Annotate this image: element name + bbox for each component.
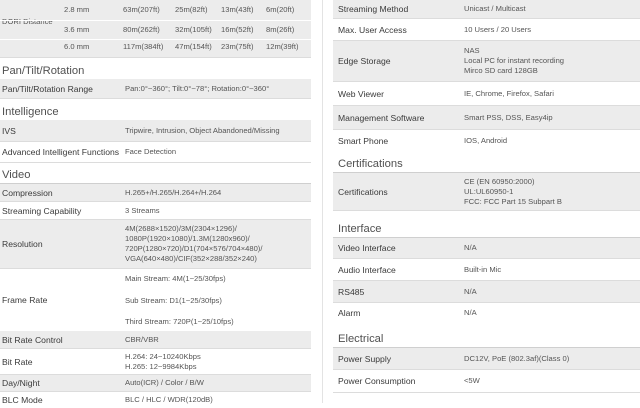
spec-label: Resolution bbox=[2, 239, 43, 249]
spec-label: Power Consumption bbox=[338, 376, 416, 386]
spec-label: Bit Rate bbox=[2, 356, 33, 367]
spec-value: N/A bbox=[464, 308, 477, 317]
frame-rate-third: Third Stream: 720P(1~25/10fps) bbox=[125, 317, 234, 326]
bit-rate-line: H.264: 24~10240Kbps bbox=[125, 351, 201, 361]
dori-distance-table bbox=[0, 0, 311, 58]
spec-value: Unicast / Multicast bbox=[464, 4, 526, 13]
resolution-values bbox=[125, 224, 262, 264]
spec-label: Smart Phone bbox=[338, 136, 389, 146]
spec-row-web-viewer bbox=[333, 82, 640, 106]
observe-cell: 25m(82ft) bbox=[175, 5, 208, 14]
section-title-video: Video bbox=[0, 163, 311, 184]
spec-value: BLC / HLC / WDR(120dB) bbox=[125, 395, 213, 404]
spec-label: IVS bbox=[2, 125, 16, 136]
spec-row-certifications bbox=[333, 173, 640, 211]
bit-rate-values bbox=[125, 352, 201, 372]
spec-row-bit-rate-control bbox=[0, 331, 311, 349]
spec-value: N/A bbox=[464, 286, 477, 296]
edge-storage-line: Local PC for instant recording bbox=[464, 56, 565, 65]
lens-cell: 3.6 mm bbox=[64, 25, 90, 34]
spec-row-max-user-access bbox=[333, 19, 640, 41]
spec-value: Built-in Mic bbox=[464, 264, 502, 274]
section-title-certifications: Certifications bbox=[333, 152, 640, 173]
recognize-cell: 13m(43ft) bbox=[221, 5, 254, 14]
spec-row-power-supply bbox=[333, 348, 640, 370]
column-divider bbox=[322, 0, 323, 403]
spec-row-streaming-method bbox=[333, 0, 640, 19]
spec-label: Max. User Access bbox=[338, 24, 407, 35]
spec-row-resolution bbox=[0, 220, 311, 269]
spec-value: 10 Users / 20 Users bbox=[464, 24, 532, 34]
certification-line: UL:UL60950-1 bbox=[464, 186, 514, 196]
spec-row-streaming-capability bbox=[0, 202, 311, 220]
spec-label: Day/Night bbox=[2, 378, 40, 388]
bit-rate-line: H.265: 12~9984Kbps bbox=[125, 361, 197, 371]
spec-label: Management Software bbox=[338, 112, 425, 123]
dori-row bbox=[0, 1, 311, 19]
observe-cell: 32m(105ft) bbox=[175, 25, 212, 34]
spec-label: Edge Storage bbox=[338, 56, 391, 66]
spec-label: Video Interface bbox=[338, 243, 396, 253]
spec-label: BLC Mode bbox=[2, 395, 43, 405]
resolution-line: VGA(640×480)/CIF(352×288/352×240) bbox=[125, 254, 257, 263]
spec-row-advanced-intelligent bbox=[0, 142, 311, 163]
spec-value: N/A bbox=[464, 243, 477, 252]
spec-row-bit-rate bbox=[0, 349, 311, 375]
spec-label: Frame Rate bbox=[2, 295, 48, 305]
frame-rate-main: Main Stream: 4M(1~25/30fps) bbox=[125, 274, 226, 283]
section-title-ptz: Pan/Tilt/Rotation bbox=[2, 65, 85, 77]
spec-label: Web Viewer bbox=[338, 88, 385, 99]
spec-row-power-consumption bbox=[333, 370, 640, 393]
spec-value: Tripwire, Intrusion, Object Abandoned/Missing bbox=[125, 125, 280, 135]
right-spec-column bbox=[333, 0, 640, 393]
spec-value: DC12V, PoE (802.3af)(Class 0) bbox=[464, 353, 570, 363]
spec-value: IOS, Android bbox=[464, 136, 508, 145]
lens-cell: 2.8 mm bbox=[64, 5, 90, 14]
detect-cell: 80m(262ft) bbox=[123, 25, 160, 34]
recognize-cell: 23m(75ft) bbox=[221, 42, 254, 51]
detect-cell: 117m(384ft) bbox=[123, 42, 164, 51]
spec-row-video-interface bbox=[333, 238, 640, 259]
spec-value: CBR/VBR bbox=[125, 334, 159, 344]
spec-value: H.265+/H.265/H.264+/H.264 bbox=[125, 187, 222, 197]
spec-value: Pan:0°~360°; Tilt:0°~78°; Rotation:0°~360° bbox=[125, 83, 270, 93]
certification-line: CE (EN 60950:2000) bbox=[464, 176, 535, 186]
dori-label: DORI Distance bbox=[2, 17, 53, 26]
spec-label: Audio Interface bbox=[338, 264, 396, 275]
section-title-interface: Interface bbox=[333, 211, 640, 238]
identify-cell: 8m(26ft) bbox=[266, 25, 295, 34]
spec-row-blc-mode bbox=[0, 392, 311, 408]
left-spec-column bbox=[0, 0, 311, 408]
section-title-intelligence: Intelligence bbox=[2, 106, 59, 118]
spec-value: <5W bbox=[464, 376, 480, 385]
spec-row-alarm bbox=[333, 303, 640, 323]
spec-row-ptz-range bbox=[0, 79, 311, 99]
dori-row bbox=[0, 38, 311, 56]
identify-cell: 6m(20ft) bbox=[266, 5, 295, 14]
identify-cell: 12m(39ft) bbox=[266, 42, 299, 51]
frame-rate-sub: Sub Stream: D1(1~25/30fps) bbox=[125, 296, 222, 305]
spec-value: IE, Chrome, Firefox, Safari bbox=[464, 88, 554, 98]
recognize-cell: 16m(52ft) bbox=[221, 25, 254, 34]
spec-value: Smart PSS, DSS, Easy4ip bbox=[464, 112, 553, 122]
spec-label: Advanced Intelligent Functions bbox=[2, 147, 120, 157]
spec-label: Streaming Capability bbox=[2, 205, 82, 216]
spec-label: Bit Rate Control bbox=[2, 334, 63, 345]
detect-cell: 63m(207ft) bbox=[123, 5, 160, 14]
spec-label: RS485 bbox=[338, 286, 365, 297]
spec-row-ivs bbox=[0, 120, 311, 142]
spec-label: Certifications bbox=[338, 186, 388, 197]
spec-row-edge-storage bbox=[333, 41, 640, 82]
spec-label: Streaming Method bbox=[338, 4, 409, 14]
spec-row-smart-phone bbox=[333, 130, 640, 152]
spec-row-rs485 bbox=[333, 281, 640, 303]
lens-cell: 6.0 mm bbox=[64, 42, 90, 51]
certification-values bbox=[464, 177, 562, 207]
edge-storage-line: Mirco SD card 128GB bbox=[464, 66, 538, 75]
spec-label: Pan/Tilt/Rotation Range bbox=[2, 83, 93, 94]
resolution-line: 1080P(1920×1080)/1.3M(1280x960)/ bbox=[125, 234, 250, 243]
spec-row-compression bbox=[0, 184, 311, 202]
observe-cell: 47m(154ft) bbox=[175, 42, 212, 51]
resolution-line: 4M(2688×1520)/3M(2304×1296)/ bbox=[125, 224, 237, 233]
certification-line: FCC: FCC Part 15 Subpart B bbox=[464, 196, 562, 206]
spec-row-frame-rate bbox=[0, 269, 311, 331]
spec-row-audio-interface bbox=[333, 259, 640, 281]
spec-row-day-night bbox=[0, 375, 311, 392]
spec-label: Compression bbox=[2, 187, 53, 198]
dori-row bbox=[0, 20, 311, 40]
spec-value: Auto(ICR) / Color / B/W bbox=[125, 378, 204, 387]
spec-value: Face Detection bbox=[125, 147, 177, 156]
spec-row-management-software bbox=[333, 106, 640, 130]
spec-label: Power Supply bbox=[338, 353, 392, 364]
resolution-line: 720P(1280×720)/D1(704×576/704×480)/ bbox=[125, 244, 263, 253]
section-title-electrical: Electrical bbox=[333, 323, 640, 348]
spec-value: 3 Streams bbox=[125, 205, 160, 215]
edge-storage-values bbox=[464, 46, 564, 76]
edge-storage-line: NAS bbox=[464, 46, 480, 55]
spec-label: Alarm bbox=[338, 308, 361, 318]
